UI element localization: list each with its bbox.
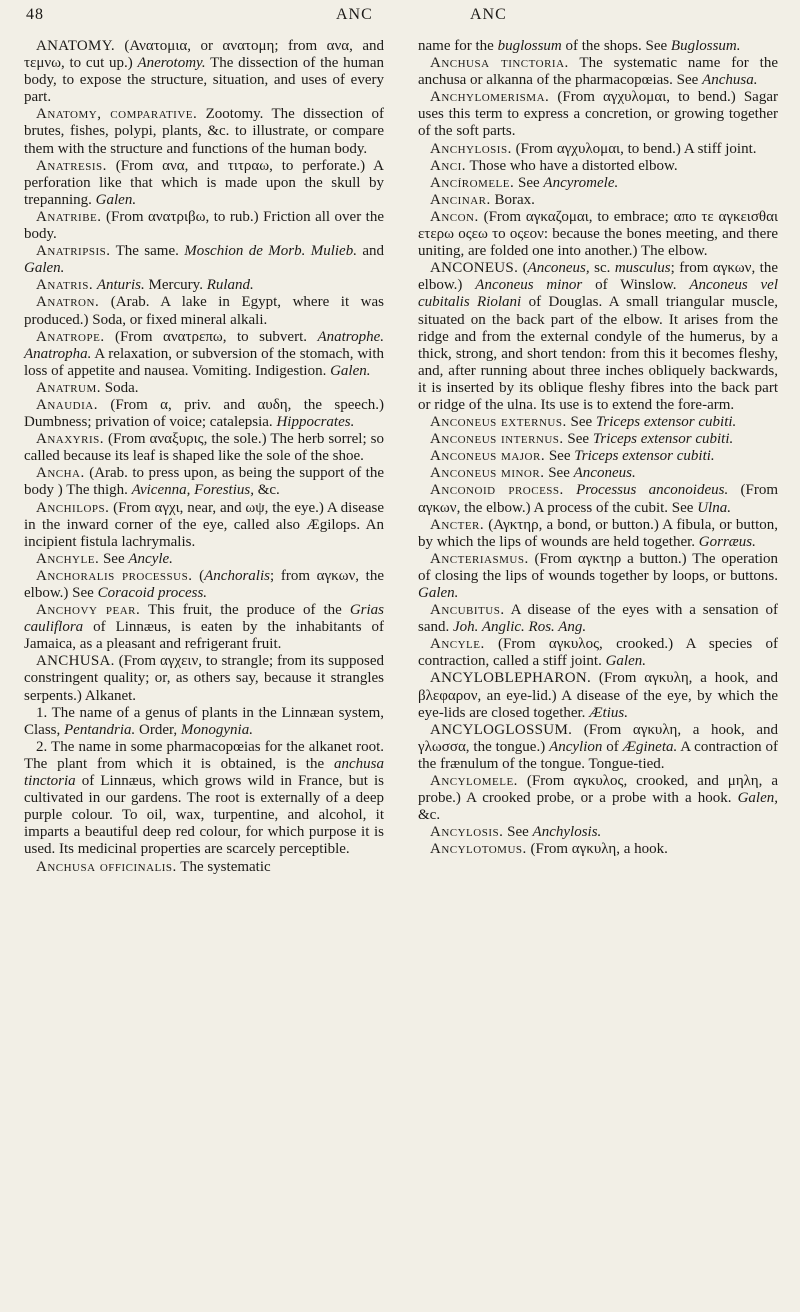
entry-text: of [602,738,623,755]
dictionary-entry [24,294,384,328]
entry-headword: ANCHUSA. [36,653,115,670]
dictionary-entry [24,38,384,106]
entry-text: This fruit, the produce of the [140,602,350,619]
header-right-title: ANC [470,6,507,23]
entry-italic-text: Galen. [95,191,137,208]
entry-headword: Anaudia. [36,396,98,413]
entry-italic-text: Anatrophe. Anatropha. [24,328,384,362]
entry-italic-text: Anconeus minor [475,277,583,294]
dictionary-entry [418,636,778,670]
entry-italic-text: Anchylosis. [532,824,602,841]
entry-text: The systematic name for the anchusa or alkanna of the pharmacopœias. See [418,55,778,89]
entry-headword: Anchylosis. [430,140,512,157]
entry-text: (From α, priv. and αυδη, the speech.) Dumbness; privation of voice; catalepsia. [24,396,384,431]
running-header [26,6,774,30]
entry-headword: Anatribe. [36,208,102,225]
dictionary-entry [418,89,778,140]
entry-text: (From αγκτηρ a button.) The operation of closing the lips of wounds together by loops, or buttons. [418,550,778,584]
entry-text: Soda. [101,379,139,396]
dictionary-entry [24,859,384,876]
page-number: 48 [26,6,44,23]
dictionary-entry [418,722,778,773]
entry-text: (From αγκυλη, a hook. [526,841,668,858]
entry-text: sc. [589,260,615,277]
entry-italic-text: Grias cauliflora [24,602,384,636]
dictionary-entry [24,397,384,431]
entry-headword: Anchovy pear. [36,602,141,619]
dictionary-entry [418,209,778,260]
entry-headword: Anchusa officinalis. [36,858,177,875]
entry-headword: Anconeus major. [430,448,546,465]
entry-text: The systematic [176,858,271,875]
entry-text: and [356,243,384,260]
entry-text: The dissection of the human body, to expose the structure, situation, and uses of every part. [24,55,384,106]
entry-text: (Ανατομια, or ανατομη; from ανα, and τεμνω, to cut up.) [24,38,384,72]
entry-headword: Anatripsis. [36,243,111,260]
entry-headword: Anatrope. [36,328,105,345]
entry-text: Zootomy. The dissection of brutes, fishes, polypi, plants, &c. to illustrate, or compare them with the structure and functions of the human body. [24,106,384,157]
entry-italic-text: Processus anconoideus. [576,482,729,499]
dictionary-entry [24,106,384,157]
dictionary-entry [24,739,384,859]
entry-text: (From αγχυλομαι, to bend.) Sagar uses this term to express a concretion, or growing together of the soft parts. [418,89,778,140]
entry-text: of Winslow. [582,277,690,294]
entry-text: (Arab. to press upon, as being the support of the body ) The thigh. [24,465,384,499]
entry-headword: Anchylomerisma. [430,89,550,106]
header-left-title: ANC [336,6,373,23]
entry-text: (From αγκαζομαι, to embrace; απο τε αγκεισθαι ετερω οςεω το οςεον: because the bones meeting, and there uniting, are folded one into another.) The elbow. [418,208,778,260]
dictionary-entry [24,277,384,294]
entry-text: of the shops. See [561,38,671,54]
entry-headword: Anatris. [36,277,94,294]
entry-text: See [99,550,129,567]
entry-headword: Anconeus externus. [430,414,567,431]
entry-text: (From αγκυλη, a hook, and γλωσσα, the tongue.) [418,721,778,755]
dictionary-entry [24,551,384,568]
entry-text: (From αγκυλη, a hook, and βλεφαρον, an eye-lid.) A disease of the eye, by which the eye-lids are closed together. [418,670,778,721]
entry-italic-text: anchusa tinctoria [24,755,384,790]
dictionary-entry [418,551,778,602]
entry-headword: ANCYLOBLEPHARON. [430,670,592,687]
entry-text: Mercury. [144,277,207,294]
entry-italic-text: Galen. [418,585,459,601]
entry-text: A disease of the eyes with a sensation of sand. [418,602,778,636]
entry-text: See [563,431,593,448]
entry-text: of Linnæus, is eaten by the inhabitants of Jamaica, as a pleasant and refrigerant fruit. [24,619,384,653]
entry-italic-text: musculus [614,260,671,277]
entry-headword: Anci. [430,157,467,174]
entry-text: (From αγκυλος, crooked.) A species of contraction, called a stiff joint. [418,636,778,670]
entry-text: (From ανατρεπω, to subvert. [104,328,318,345]
entry-headword: Ancubitus. [430,602,505,619]
entry-headword: ANATOMY. [36,38,115,54]
entry-text: 1. The name of a genus of plants in the Linnæan system, Class, [24,704,384,738]
entry-italic-text: Monogynia. [180,721,253,738]
entry-headword: Ancyle. [430,636,485,653]
entry-italic-text: Galen. [330,362,371,379]
entry-headword: Ancylotomus. [430,841,527,858]
entry-headword: Anconeus internus. [430,431,564,448]
entry-text: A relaxation, or subversion of the stomach, with loss of appetite and nausea. Vomiting. Indigestion. [24,345,384,379]
entry-text: See [514,174,544,191]
entry-headword: Anatron. [36,294,100,311]
entry-text: Those who have a distorted elbow. [466,157,678,174]
entry-text: (From αναξυρις, the sole.) The herb sorrel; so called because its leaf is shaped like the sole of the shoe. [24,431,384,465]
entry-italic-text: Galen, [737,790,778,807]
entry-italic-text: Ruland. [206,277,254,294]
dictionary-entry [418,517,778,551]
dictionary-entry [418,55,778,89]
dictionary-entry [24,568,384,602]
dictionary-entry [418,824,778,841]
entry-headword: Anconoid process. [430,482,564,499]
entry-italic-text: Triceps extensor cubiti. [595,414,737,431]
entry-italic-text: Avicenna, Forestius, [131,482,254,499]
entry-headword: Anchyle. [36,550,100,567]
dictionary-entry [418,670,778,721]
entry-italic-text: Ancyle. [128,550,173,567]
entry-headword: Ancha. [36,465,85,482]
entry-headword: ANCYLOGLOSSUM. [430,721,573,738]
entry-italic-text: Hippocrates. [276,414,355,431]
entry-headword: Anatomy, comparative. [36,106,198,123]
dictionary-entry [24,705,384,739]
dictionary-entry [24,243,384,277]
dictionary-entry [418,465,778,482]
dictionary-entry [24,380,384,397]
entry-headword: Ancinar. [430,191,491,208]
entry-headword: Ancon. [430,208,479,225]
entry-text: ( [192,567,205,584]
entry-text: (From αγχυλομαι, to bend.) A stiff joint. [511,140,757,157]
dictionary-entry [24,500,384,551]
entry-headword: ANCONEUS. [430,260,519,277]
entry-text: (Αγκτηρ, a bond, or button.) A fibula, or button, by which the lips of wounds are held together. [418,516,778,550]
entry-italic-text: Moschion de Morb. Mulieb. [184,243,357,260]
entry-text: &c. [418,807,441,824]
entry-italic-text: Anerotomy. [137,55,206,72]
dictionary-entry [418,38,778,55]
entry-text: See [544,465,574,482]
entry-text: of Douglas. A small triangular muscle, situated on the back part of the elbow. It arises from the ridge and from the external condyle of the humerus, by a thick, strong, and short tendon: from this it becomes fleshy, and, after running about three inches obliquely backwards, it is inserted by its oblique fleshy fibres into the back part or ridge of the ulna. Its use is to extend the fore-arm. [418,294,778,413]
dictionary-entry [418,773,778,824]
entry-italic-text: Anconeus vel cubitalis Riolani [418,277,778,311]
entry-italic-text: Gorræus. [698,533,756,550]
entry-italic-text: Galen. [605,653,647,670]
entry-italic-text: Ancylion [549,738,603,755]
left-column [24,38,384,876]
entry-italic-text: Ægineta. [622,738,678,755]
entry-text: The same. [110,243,185,260]
dictionary-entry [24,465,384,499]
entry-text: Borax. [490,191,535,208]
entry-headword: Ancylomele. [430,773,518,790]
entry-headword: Ancylosis. [430,824,504,841]
entry-text: &c. [253,482,280,499]
entry-italic-text: Ancyromele. [543,174,619,191]
entry-text: A contraction of the frænulum of the tongue. Tongue-tied. [418,738,779,772]
entry-text: (From ανα, and τιτραω, to perforate.) A perforation like that which is made upon the skull by trepanning. [24,157,384,208]
entry-headword: Anchusa tinctoria. [430,55,569,72]
entry-italic-text: Ulna. [697,499,731,516]
entry-headword: Ancter. [430,516,485,533]
entry-text: ; from αγκων, the elbow.) See [24,567,384,601]
entry-italic-text: Coracoid process. [97,585,208,601]
dictionary-entry [24,158,384,209]
dictionary-entry [24,602,384,653]
entry-italic-text: Triceps extensor cubiti. [592,431,734,448]
entry-headword: Anchilops. [36,499,110,516]
entry-text: Order, [135,721,181,738]
dictionary-entry [418,192,778,209]
dictionary-entry [418,482,778,516]
entry-text: See [566,414,596,431]
dictionary-entry [418,602,778,636]
dictionary-entry [418,448,778,465]
entry-text: (From αγχειν, to strangle; from its supposed constringent quality; or, as others say, because it strangles serpents.) Alkanet. [24,653,384,704]
dictionary-entry [418,175,778,192]
entry-text: (From αγκων, the elbow.) A process of the cubit. See [418,482,779,516]
dictionary-entry [24,653,384,704]
dictionary-entry [418,260,778,414]
dictionary-entry [418,431,778,448]
entry-headword: Anaxyris. [36,431,104,448]
entry-text: (Arab. A lake in Egypt, where it was produced.) Soda, or fixed mineral alkali. [24,294,384,328]
dictionary-entry [24,431,384,465]
entry-italic-text: Triceps extensor cubiti. [574,448,715,465]
entry-italic-text: Anconeus, [527,260,590,277]
dictionary-entry [418,141,778,158]
dictionary-entry [418,841,778,858]
entry-italic-text: Buglossum. [670,38,741,54]
entry-headword: Anatrum. [36,379,102,396]
entry-headword: Anchoralis processus. [36,567,193,584]
dictionary-entry [24,329,384,380]
entry-text: ( [518,260,528,277]
entry-text: name for the [418,38,498,54]
dictionary-entry [24,209,384,243]
entry-headword: Ancteriasmus. [430,550,529,567]
entry-italic-text: Ætius. [589,704,628,721]
entry-text: of Linnæus, which grows wild in France, but is cultivated in our gardens. The root is externally of a deep purple colour. To oil, wax, turpentine, and alcohol, it imparts a beautiful deep red colour, for which purpose it is used. Its medicinal properties are scarcely perceptible. [24,773,384,858]
entry-text: (From αγχι, near, and ωψ, the eye.) A disease in the inward corner of the eye, called also Ægilops. An incipient fistula lachrymalis. [24,499,384,550]
entry-italic-text: Anturis. [96,277,145,294]
entry-headword: Anconeus minor. [430,465,545,482]
dictionary-entry [418,414,778,431]
entry-text: See [503,824,533,841]
entry-text: (From ανατριβω, to rub.) Friction all over the body. [24,208,384,243]
entry-italic-text: Anchusa. [702,72,758,89]
entry-text [564,482,576,498]
entry-italic-text: buglossum [497,38,562,54]
entry-text: 2. The name in some pharmacopœias for the alkanet root. The plant from which it is obtained, is the [24,738,384,772]
entry-headword: Ancíromele. [430,174,515,191]
entry-italic-text: Joh. Anglic. Ros. Ang. [453,619,587,636]
entry-headword: Anatresis. [36,157,107,174]
entry-italic-text: Anconeus. [573,465,636,482]
entry-italic-text: Anchoralis [204,567,270,584]
dictionary-entry [418,158,778,175]
entry-italic-text: Galen. [24,260,65,277]
entry-italic-text: Pentandria. [64,721,136,738]
entry-text: (From αγκυλος, crooked, and μηλη, a probe.) A crooked probe, or a probe with a hook. [418,773,778,807]
entry-text: See [545,448,575,465]
right-column [418,38,778,859]
entry-text: ; from αγκων, the elbow.) [418,260,778,294]
